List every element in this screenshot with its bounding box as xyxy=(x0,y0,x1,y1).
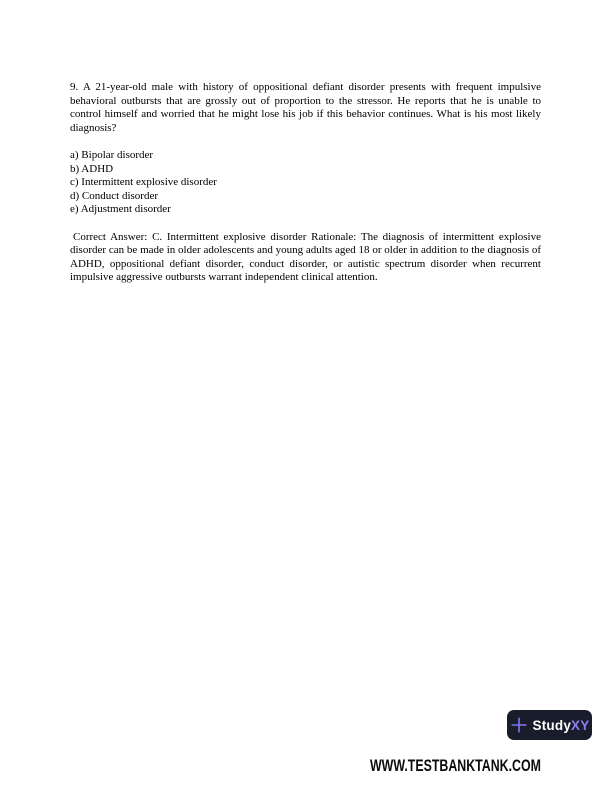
plus-icon xyxy=(510,716,528,734)
footer-website xyxy=(313,757,541,776)
option-item-a: a) Bipolar disorder xyxy=(70,148,154,161)
logo-text-primary: Study xyxy=(532,717,572,733)
option-item-b: b) ADHD xyxy=(70,162,114,175)
option-item-d: d) Conduct disorder xyxy=(70,189,158,202)
answer-options-list xyxy=(70,149,541,217)
studyxy-logo xyxy=(507,710,592,740)
correct-answer-rationale: Correct Answer: C. Intermittent explosive disorder Rationale: The diagnosis of intermittent explosive disorder can be made in older adolescents and young adults aged 18 or older in addition to the diagnosis of ADHD, oppositional defiant disorder, conduct disorder, or autistic spectrum disorder when recurrent impulsive aggressive outbursts warrant independent clinical attention. xyxy=(70,230,541,284)
footer-website-text: WWW.TESTBANKTANK.COM xyxy=(370,757,541,775)
logo-text-accent: XY xyxy=(571,717,590,733)
question-block xyxy=(70,81,541,285)
question-text: 9. A 21-year-old male with history of oppositional defiant disorder presents with frequent impulsive behavioral outbursts that are grossly out of proportion to the stressor. He reports that he is unable to control himself and worried that he might lose his job if this behavior continues. What is his most likely diagnosis? xyxy=(70,81,541,134)
logo-wordmark xyxy=(533,718,590,733)
option-item-e: e) Adjustment disorder xyxy=(70,203,171,216)
option-item-c: c) Intermittent explosive disorder xyxy=(70,176,217,189)
